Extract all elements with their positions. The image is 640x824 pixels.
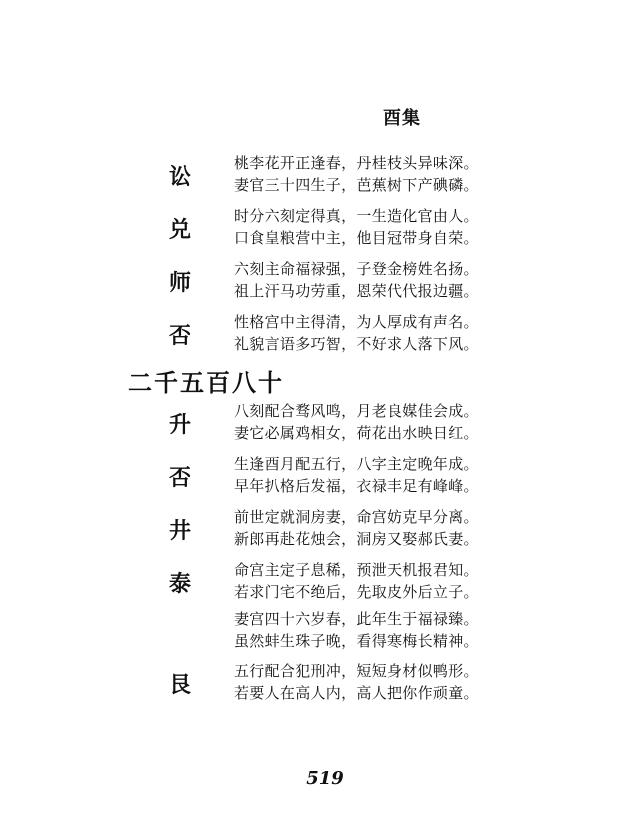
verse-lines xyxy=(234,559,479,603)
verse-line: 前世定就洞房妻，命宫妨克早分离。 xyxy=(234,508,479,526)
hexagram-label: 井 xyxy=(168,518,191,544)
verse-lines xyxy=(234,453,479,497)
verse-lines xyxy=(234,258,479,302)
verse-entry xyxy=(0,400,640,450)
verse-line: 五行配合犯刑冲，短短身材似鸭形。 xyxy=(234,662,479,680)
verse-line: 八刻配合骛风鸣，月老良媒佳会成。 xyxy=(234,402,479,420)
verse-line: 妻宫四十六岁春，此年生于福禄臻。 xyxy=(234,610,479,628)
hexagram-label: 师 xyxy=(168,270,191,296)
verse-entry xyxy=(0,506,640,556)
verse-line: 妻官三十四生子，芭蕉树下产碘磷。 xyxy=(234,176,479,194)
verse-line: 早年扒格后发福，衣禄丰足有峰峰。 xyxy=(234,477,479,495)
verse-line: 虽然蚌生珠子晚，看得寒梅长精神。 xyxy=(234,632,479,650)
verse-line: 新郎再赴花烛会，洞房又娶郝氏妻。 xyxy=(234,530,479,548)
verse-line: 命宫主定子息稀，预泄天机报君知。 xyxy=(234,561,479,579)
verse-lines xyxy=(234,152,479,196)
hexagram-label: 艮 xyxy=(168,672,191,698)
hexagram-label: 泰 xyxy=(168,571,191,597)
section-title: 二千五百八十 xyxy=(128,368,284,397)
verse-line: 口食皇粮营中主，他目冠带身自荣。 xyxy=(234,229,479,247)
page-number: 519 xyxy=(306,768,344,789)
verse-entry xyxy=(0,608,640,658)
verse-entry xyxy=(0,559,640,609)
verse-lines xyxy=(234,660,479,704)
page-header: 酉集 xyxy=(383,108,421,129)
verse-entry xyxy=(0,660,640,710)
verse-line: 若要人在高人内，高人把你作顽童。 xyxy=(234,684,479,702)
verse-entry xyxy=(0,205,640,255)
verse-entry xyxy=(0,453,640,503)
verse-lines xyxy=(234,311,479,355)
verse-lines xyxy=(234,608,479,652)
verse-line: 时分六刻定得真，一生造化官由人。 xyxy=(234,207,479,225)
hexagram-label: 讼 xyxy=(168,164,191,190)
verse-entry xyxy=(0,311,640,361)
verse-lines xyxy=(234,506,479,550)
hexagram-label: 否 xyxy=(168,323,191,349)
verse-line: 妻它必属鸡相女，荷花出水映日红。 xyxy=(234,424,479,442)
verse-line: 桃李花开正逢春，丹桂枝头异味深。 xyxy=(234,154,479,172)
verse-line: 六刻主命福禄强，子登金榜姓名扬。 xyxy=(234,260,479,278)
verse-entry xyxy=(0,152,640,202)
verse-line: 生逢酉月配五行，八字主定晚年成。 xyxy=(234,455,479,473)
verse-line: 祖上汗马功劳重，恩荣代代报边疆。 xyxy=(234,282,479,300)
verse-entry xyxy=(0,258,640,308)
verse-line: 性格宫中主得清，为人厚成有声名。 xyxy=(234,313,479,331)
hexagram-label: 兑 xyxy=(168,217,191,243)
verse-lines xyxy=(234,205,479,249)
verse-line: 礼貌言语多巧智，不好求人落下风。 xyxy=(234,335,479,353)
hexagram-label: 升 xyxy=(168,412,191,438)
hexagram-label: 否 xyxy=(168,465,191,491)
verse-lines xyxy=(234,400,479,444)
verse-line: 若求门宅不绝后，先取皮外后立子。 xyxy=(234,583,479,601)
